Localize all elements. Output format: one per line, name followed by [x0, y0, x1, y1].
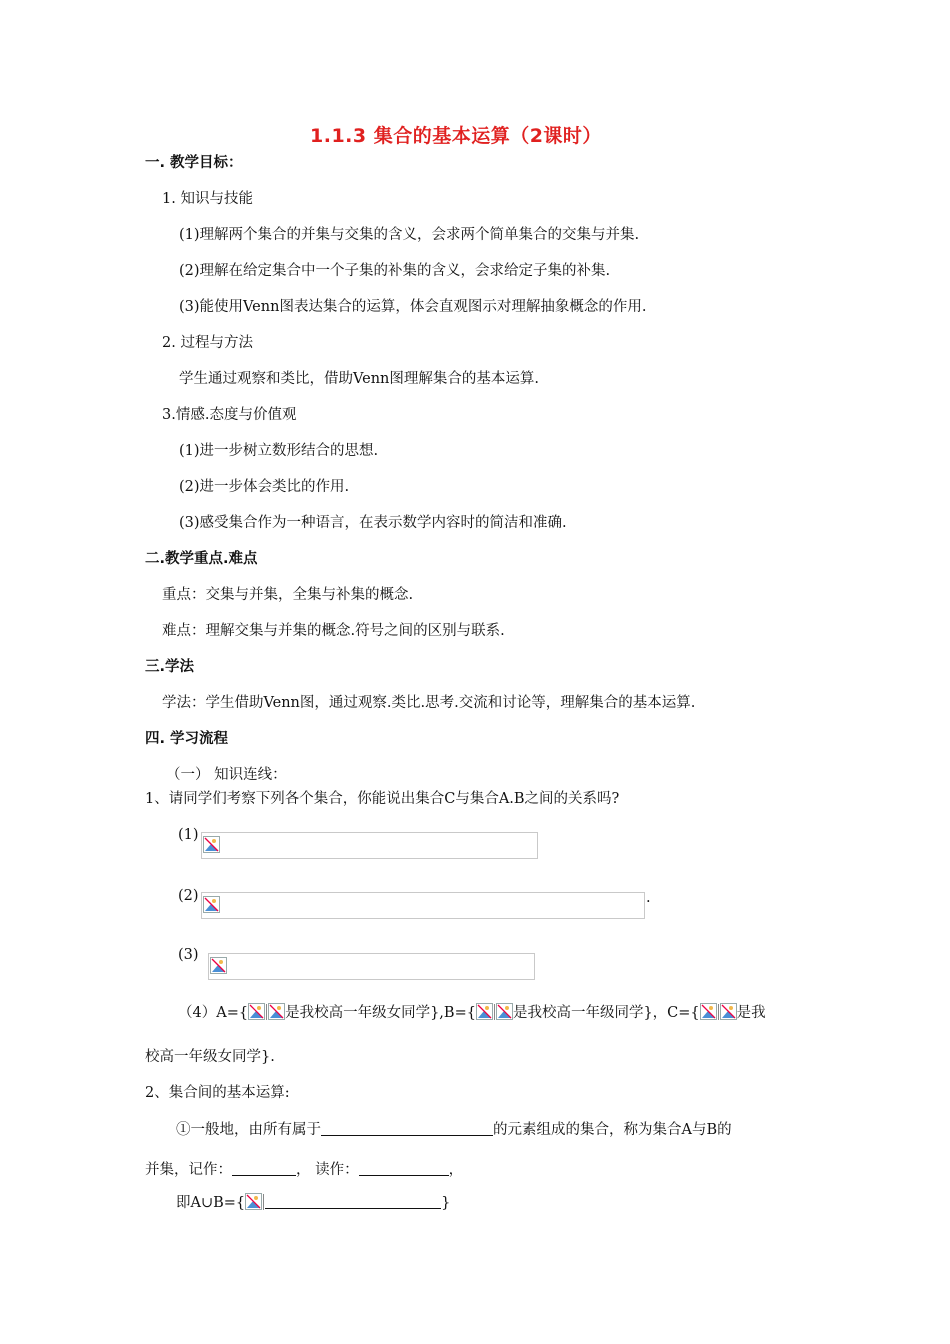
- question-2: 2、集合间的基本运算:: [145, 1085, 290, 1101]
- document-title: 1.1.3 集合的基本运算（2课时）: [310, 125, 602, 147]
- process-text: 学生通过观察和类比，借助Venn图理解集合的基本运算.: [179, 371, 540, 387]
- attitude-item-1: (1)进一步树立数形结合的思想.: [179, 443, 379, 459]
- question-1: 1、请同学们考察下列各个集合，你能说出集合C与集合A.B之间的关系吗?: [145, 791, 620, 807]
- attitude-item-3: (3)感受集合作为一种语言，在表示数学内容时的简洁和准确.: [179, 515, 567, 531]
- example-4-part-a: （4）A={: [178, 1005, 249, 1021]
- difficult-point-text: 难点：理解交集与并集的概念.符号之间的区别与联系.: [162, 623, 505, 639]
- part-one-label: （一） 知识连线：: [166, 767, 287, 783]
- subheading-knowledge: 1. 知识与技能: [162, 191, 253, 207]
- example-4-part-d: 是我: [736, 1005, 766, 1021]
- fill-blank-notation[interactable]: [232, 1161, 296, 1176]
- union-line-2-end: ，: [448, 1162, 464, 1178]
- broken-image-icon: [203, 896, 220, 913]
- broken-image-icon: [245, 1193, 262, 1210]
- broken-image-icon: [268, 1003, 285, 1020]
- example-2-image-placeholder: [201, 892, 645, 919]
- key-point-text: 重点：交集与并集，全集与补集的概念.: [162, 587, 414, 603]
- broken-image-icon: [496, 1003, 513, 1020]
- example-2-label: (2): [178, 888, 199, 904]
- example-1-image-placeholder: [201, 832, 538, 859]
- section-heading-objectives: 一. 教学目标：: [145, 155, 243, 171]
- broken-image-icon: [476, 1003, 493, 1020]
- example-4-part-c: 是我校高一年级同学}，C={: [512, 1005, 700, 1021]
- subheading-attitude: 3.情感.态度与价值观: [162, 407, 297, 423]
- union-reading-label: ， 读作：: [296, 1162, 359, 1178]
- subheading-process: 2. 过程与方法: [162, 335, 253, 351]
- broken-image-icon: [700, 1003, 717, 1020]
- example-4-continuation: 校高一年级女同学}.: [145, 1049, 275, 1065]
- separator-bar: [494, 1004, 495, 1020]
- objective-item-3: (3)能使用Venn图表达集合的运算，体会直观图示对理解抽象概念的作用.: [179, 299, 647, 315]
- union-definition-line-2: [145, 1160, 463, 1180]
- method-text: 学法：学生借助Venn图，通过观察.类比.思考.交流和讨论等，理解集合的基本运算.: [162, 695, 696, 711]
- union-set-builder-line: [176, 1193, 450, 1213]
- example-1-label: (1): [178, 827, 199, 843]
- objective-item-2: (2)理解在给定集合中一个子集的补集的含义，会求给定子集的补集.: [179, 263, 611, 279]
- broken-image-icon: [248, 1003, 265, 1020]
- attitude-item-2: (2)进一步体会类比的作用.: [179, 479, 350, 495]
- union-def-part-b: 的元素组成的集合，称为集合A与B的: [493, 1122, 732, 1138]
- fill-blank-membership[interactable]: [321, 1121, 493, 1136]
- union-notation-label: 并集，记作：: [145, 1162, 232, 1178]
- separator-bar: [266, 1004, 267, 1020]
- section-heading-method: 三.学法: [145, 659, 195, 675]
- example-4-line: [178, 1003, 766, 1023]
- union-def-part-a: ①一般地，由所有属于: [176, 1122, 321, 1138]
- example-3-label: (3): [178, 947, 199, 963]
- example-2-period: .: [646, 890, 651, 906]
- separator-bar: [718, 1004, 719, 1020]
- fill-blank-reading[interactable]: [359, 1161, 449, 1176]
- union-set-close: }: [441, 1195, 451, 1211]
- example-3-image-placeholder: [208, 953, 535, 980]
- separator-bar: [263, 1194, 264, 1210]
- broken-image-icon: [203, 836, 220, 853]
- union-set-open: 即A∪B={: [176, 1195, 246, 1211]
- fill-blank-condition[interactable]: [265, 1194, 441, 1209]
- section-heading-focus: 二.教学重点.难点: [145, 551, 258, 567]
- broken-image-icon: [720, 1003, 737, 1020]
- example-4-part-b: 是我校高一年级女同学},B={: [285, 1005, 476, 1021]
- section-heading-flow: 四. 学习流程: [145, 731, 229, 747]
- objective-item-1: (1)理解两个集合的并集与交集的含义，会求两个简单集合的交集与并集.: [179, 227, 640, 243]
- union-definition-line-1: [176, 1120, 732, 1140]
- broken-image-icon: [210, 957, 227, 974]
